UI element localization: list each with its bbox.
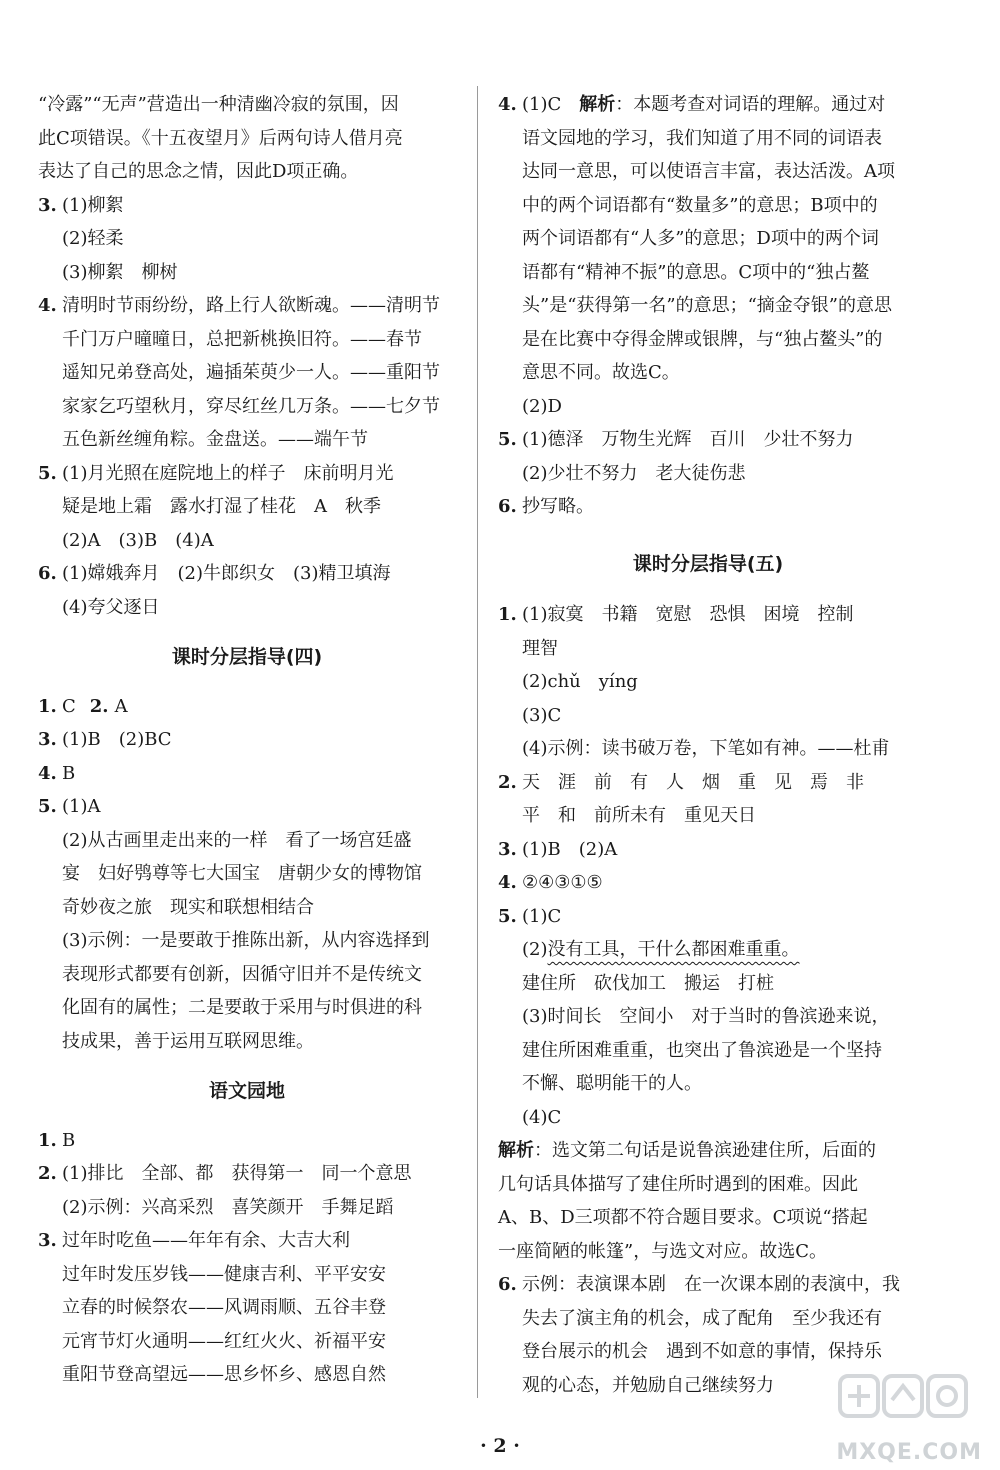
item-number: 2. [38,1163,57,1184]
answer-item-3 [38,1224,456,1392]
item-number: 6. [38,563,57,584]
item-number: 5. [498,905,517,927]
text-line: 遥知兄弟登高处，遍插茱萸少一人。——重阳节 [62,362,440,383]
answer-item-4 [38,289,456,457]
answer-item-2 [498,766,918,833]
text-line: 五色新丝缠角粽。金盘送。——端午节 [62,429,368,450]
item-number: 5. [498,429,517,450]
item-number: 4. [498,872,517,893]
text-line: A、B、D三项都不符合题目要求。C项说“搭起 [498,1207,868,1228]
text-line: (2)chǔ yíng [522,671,638,692]
text-line: (3)时间长 空间小 对于当时的鲁滨逊来说， [522,1006,890,1027]
text-line: (3)C [522,704,562,726]
item-number: 3. [38,194,57,216]
text-line: (1)寂寞 书籍 宽慰 恐惧 困境 控制 [522,604,854,625]
text-line: 元宵节灯火通明——红红火火、祈福平安 [62,1330,386,1352]
text-line: 语都有“精神不振”的意思。C项中的“独占鳌 [522,261,870,283]
analysis-text: ：本题考查对词语的理解。通过对 [615,94,886,115]
text-line: 疑是地上霜 露水打湿了桂花 A 秋季 [62,496,381,517]
answer-item-6 [498,490,918,524]
text-line: 不懈、聪明能干的人。 [522,1073,702,1094]
text-line: 理智 [522,637,558,659]
text-line: 表现形式都要有创新，因循守旧并不是传统文 [62,963,422,985]
text-line: 立春的时候祭农——风调雨顺、五谷丰登 [62,1297,386,1318]
right-column [498,88,918,1402]
text-line: (1)排比 全部、都 获得第一 同一个意思 [62,1163,412,1184]
item-number: 4. [38,295,57,316]
answer-item-3 [38,723,456,757]
text-line: (2)轻柔 [62,228,124,249]
analysis-label: 解析 [579,94,616,115]
text-line: “冷露”“无声”营造出一种清幽冷寂的氛围，因 [38,94,399,115]
text-line: (3)示例：一是要敢于推陈出新，从内容选择到 [62,930,430,951]
text-line: (4)示例：读书破万卷，下笔如有神。——杜甫 [522,738,890,759]
text-line: 意思不同。故选C。 [522,362,680,383]
watermark-text: MXQE.COM [836,1440,982,1465]
text-line: (3)柳絮 柳树 [62,261,178,283]
text-line: (2)从古画里走出来的一样 看了一场宫廷盛 [62,829,412,851]
page-number: · 2 · [480,1435,520,1457]
text-line: (2)A (3)B (4)A [62,529,214,551]
text-line: (2)少壮不努力 老大徒伤悲 [522,462,746,484]
answer-item-4 [38,757,456,791]
answer-item-4 [498,88,918,423]
text-line: 化固有的属性；二是要敢于采用与时俱进的科 [62,997,422,1018]
text-line: (4)C [522,1106,562,1128]
text-line: 千门万户曈曈日，总把新桃换旧符。——春节 [62,328,422,350]
item-number: 4. [38,762,57,784]
text-line: 是在比赛中夺得金牌或银牌，与“独占鳌头”的 [522,328,883,350]
text-line: 一座简陋的帐篷”，与选文对应。故选C。 [498,1240,827,1262]
text-line: (1)月光照在庭院地上的样子 床前明月光 [62,462,394,484]
item-number: 1. [498,604,517,625]
text-line: 达同一意思，可以使语言丰富，表达活泼。A项 [522,161,895,182]
answer-text: C [62,695,76,717]
text-line: (1)B (2)BC [62,729,172,750]
answer-item-5 [498,423,918,490]
item-number: 6. [498,1274,517,1295]
text-line: 表达了自己的思念之情，因此D项正确。 [38,161,359,182]
text-line: ②④③①⑤ [522,872,603,893]
text-line: 几句话具体描写了建住所时遇到的困难。因此 [498,1173,858,1195]
analysis-text: ：选文第二句话是说鲁滨逊建住所，后面的 [534,1140,876,1161]
text-line: 建住所 砍伐加工 搬运 打桩 [522,972,774,994]
item-number: 5. [38,462,57,484]
text-line: (2)D [522,395,562,417]
answer-item-3 [38,189,456,290]
text-line: 示例：表演课本剧 在一次课本剧的表演中，我 [522,1274,900,1295]
text-line: 家家乞巧望秋月，穿尽红丝几万条。——七夕节 [62,395,440,417]
answer-text: A [114,695,128,717]
text-line [522,88,918,122]
text-line: 登台展示的机会 遇到不如意的事情，保持乐 [522,1341,882,1362]
item-number: 3. [38,1230,57,1251]
answer-text: (1)C [522,94,580,115]
text-line: 宴 妇好鸮尊等七大国宝 唐朝少女的博物馆 [62,863,422,884]
answer-item-4 [498,866,918,900]
text-line: 平 和 前所未有 重见天日 [522,805,756,826]
section-heading-5: 课时分层指导(五) [632,552,784,575]
item-number: 5. [38,796,57,817]
answer-item-1-2 [38,690,456,724]
item-number: 2. [89,695,109,717]
text-line: 建住所困难重重，也突出了鲁滨逊是一个坚持 [522,1039,882,1061]
text-line: 天 涯 前 有 人 烟 重 见 焉 非 [522,771,864,793]
text-line: 过年时吃鱼——年年有余、大吉大利 [62,1230,350,1251]
text-line: 两个词语都有“人多”的意思；D项中的两个词 [522,228,879,249]
answer-item-5 [38,790,456,1058]
item-number: 2. [498,771,517,793]
text-line: 技成果，善于运用互联网思维。 [62,1030,314,1052]
text-line: 头”是“获得第一名”的意思；“摘金夺银”的意思 [522,295,893,316]
section-heading-4: 课时分层指导(四) [171,646,323,668]
column-divider [477,86,478,1398]
text-line: 清明时节雨纷纷，路上行人欲断魂。——清明节 [62,295,440,316]
text-line: (1)嫦娥奔月 (2)牛郎织女 (3)精卫填海 [62,563,391,584]
text-line: 重阳节登高望远——思乡怀乡、感恩自然 [62,1364,386,1385]
answer-item-5 [38,457,456,558]
left-column [38,88,456,1392]
text-line: 过年时发压岁钱——健康吉利、平平安安 [62,1263,386,1285]
analysis-label: 解析 [498,1140,534,1161]
text-line: (1)C [522,905,562,927]
wavy-underlined-sentence: 没有工具，干什么都困难重重。 [547,939,800,960]
text-line: 此C项错误。《十五夜望月》后两句诗人借月亮 [38,127,403,149]
answer-item-6 [38,557,456,624]
text-line: (1)德泽 万物生光辉 百川 少壮不努力 [522,429,854,450]
text-line: 中的两个词语都有“数量多”的意思；B项中的 [522,194,878,216]
analysis-block [498,1134,918,1268]
item-number: 6. [498,496,517,517]
text-line: (1)柳絮 [62,194,124,216]
text-line: (1)B (2)A [522,838,618,860]
section-heading-yuwen: 语文园地 [208,1080,285,1102]
text-line [498,1134,918,1168]
text-line: 失去了演主角的机会，成了配角 至少我还有 [522,1307,882,1329]
text-line: (2)示例：兴高采烈 喜笑颜开 手舞足蹈 [62,1196,394,1218]
text-line: (1)A [62,796,101,817]
text-line [522,933,918,967]
item-number: 1. [38,1129,57,1151]
answer-item-3 [498,833,918,867]
text-line: 观的心态，并勉励自己继续努力 [522,1374,774,1396]
answer-text: (2) [522,939,548,960]
text-line: 语文园地的学习，我们知道了用不同的词语表 [522,127,882,149]
text-line: 奇妙夜之旅 现实和联想相结合 [62,896,314,918]
item-number: 3. [498,838,517,860]
text-line: 抄写略。 [522,496,594,517]
text-line: (4)夸父逐日 [62,596,160,618]
item-number: 3. [38,729,57,750]
answer-item-2 [38,1157,456,1224]
answer-item-1 [498,598,918,766]
item-number: 4. [498,94,517,115]
answer-item-5 [498,900,918,1135]
text-line [62,690,456,724]
item-number: 1. [38,695,57,717]
text-line: B [62,762,76,784]
text-line: B [62,1129,76,1151]
answer-item-1 [38,1124,456,1158]
